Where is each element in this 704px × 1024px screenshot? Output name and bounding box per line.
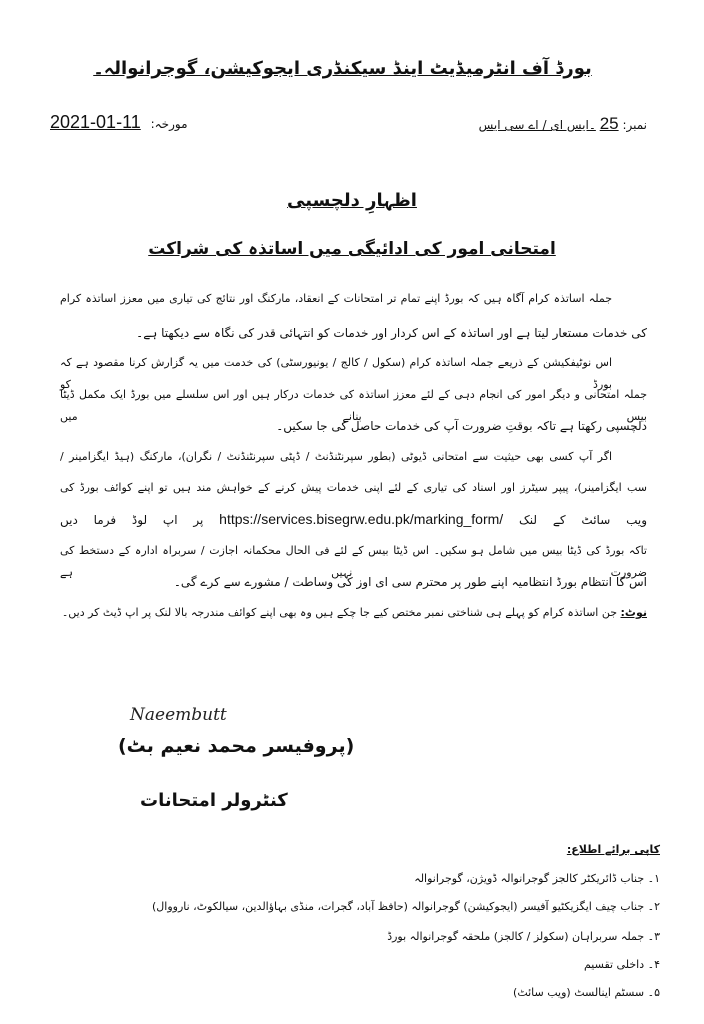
copy-heading: کاپی برائے اطلاع:: [566, 843, 660, 856]
body-line: دلچسپی رکھتا ہے تاکہ بوقتِ ضرورت آپ کی خدمات حاصل کی جا سکیں۔: [276, 419, 647, 433]
number-code: ۔ایس ای / اے سی ایس: [478, 118, 596, 132]
link-suffix: پر اپ لوڈ فرما دیں: [60, 513, 204, 527]
reference-number: [479, 114, 647, 134]
date-field: [50, 112, 188, 133]
note-text: جن اساتذہ کرام کو پہلے ہی شناختی نمبر مختص کیے جا چکے ہیں وہ بھی اپنے کوائف مندرجہ بالا لنک پر اپ ڈیٹ کر دیں۔: [61, 606, 618, 619]
body-line: تاکہ بورڈ کی ڈیٹا بیس میں شامل ہو سکیں۔ اس ڈیٹا بیس کے لئے فی الحال محکمانہ اجازت / سربراہ ادارہ کے دستخط کی ضرورت نہیں ہے: [60, 544, 647, 579]
copy-item: ۴۔ داخلی تقسیم: [583, 958, 660, 971]
copy-item: ۲۔ جناب چیف ایگزیکٹیو آفیسر (ایجوکیشن) گوجرانوالہ (حافظ آباد، گجرات، منڈی بہاؤالدین، سیالکوٹ، نارووال): [151, 900, 660, 913]
body-line: اگر آپ کسی بھی حیثیت سے امتحانی ڈیوٹی (بطور سپرنٹنڈنٹ / ڈپٹی سپرنٹنڈنٹ / نگران)، مارکنگ (ہیڈ ایگزامینر /: [60, 450, 612, 463]
body-line: سب ایگزامینر)، پیپر سیٹرز اور اسناد کی تیاری کے لئے اپنی خدمات پیش کرنے کے خواہش مند ہیں تو اپنے کوائف بورڈ کی: [60, 481, 647, 494]
copy-item: ۱۔ جناب ڈائریکٹر کالجز گوجرانوالہ ڈویژن، گوجرانوالہ: [414, 872, 660, 885]
link-prefix: ویب سائٹ کے لنک: [519, 513, 647, 527]
date-value: 11-01-2021: [50, 112, 141, 132]
copy-item: ۳۔ جملہ سربراہان (سکولز / کالجز) ملحقہ گوجرانوالہ بورڈ: [387, 930, 660, 943]
body-line: کی خدمات مستعار لیتا ہے اور اساتذہ کے اس کردار اور خدمات کو انتہائی قدر کی نگاہ سے دیکھتا ہے۔: [136, 326, 647, 340]
main-title: اظہارِ دلچسپی: [287, 190, 417, 211]
signature-scribble: Naeembutt: [130, 705, 227, 725]
body-line: اس نوٹیفکیشن کے ذریعے جملہ اساتذہ کرام (سکول / کالج / یونیورسٹی) کی خدمت میں یہ گزارش کرنا مقصود ہے کہ بورڈ کو: [60, 356, 612, 391]
sub-title: امتحانی امور کی ادائیگی میں اساتذہ کی شراکت: [148, 239, 556, 259]
signatory-name: (پروفیسر محمد نعیم بٹ): [118, 735, 355, 757]
body-line: جملہ اساتذہ کرام آگاہ ہیں کہ بورڈ اپنے تمام تر امتحانات کے انعقاد، مارکنگ اور نتائج کی تیاری میں معزز اساتذہ کرام: [60, 292, 612, 305]
signatory-designation: کنٹرولر امتحانات: [140, 790, 288, 811]
body-line: جملہ امتحانی و دیگر امور کی انجام دہی کے لئے معزز اساتذہ کی خدمات درکار ہیں اور اس سلسلے میں بورڈ ایک مکمل ڈیٹا بیس بنانے میں: [60, 388, 647, 423]
note: [60, 602, 647, 624]
body-line-link: [60, 508, 647, 531]
note-label: نوٹ:: [620, 606, 647, 619]
date-label: مورخہ:: [150, 117, 188, 131]
marking-form-link[interactable]: https://services.bisegrw.edu.pk/marking_form/: [219, 511, 504, 527]
board-header: بورڈ آف انٹرمیڈیٹ اینڈ سیکنڈری ایجوکیشن، گوجرانوالہ۔: [93, 58, 592, 79]
number-value: 25: [599, 114, 619, 133]
number-label: نمبر:: [622, 118, 647, 132]
body-line: اس کا انتظام بورڈ انتظامیہ اپنے طور پر محترم سی ای اوز کی وساطت / مشورے سے کرے گی۔: [173, 575, 647, 589]
copy-item: ۵۔ سسٹم اینالسٹ (ویب سائٹ): [513, 986, 660, 999]
